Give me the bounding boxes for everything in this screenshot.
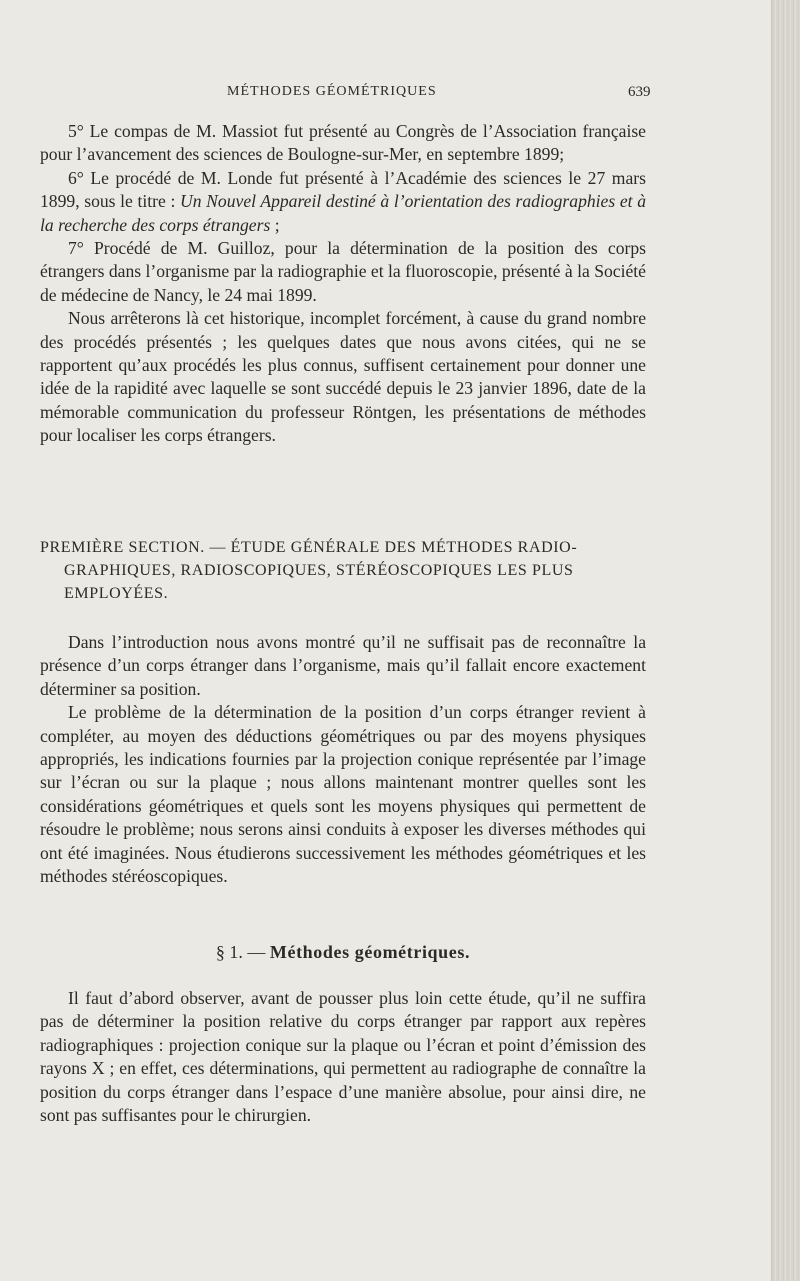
page-number: 639 bbox=[628, 84, 651, 100]
paragraph: 6° Le procédé de M. Londe fut présenté à l’Académie des sciences le 27 mars 1899, sous le titre : Un Nouvel Appareil destiné à l’orientation des radiographies et à la recherche des corps étrangers ; bbox=[40, 167, 646, 235]
paragraph: Le problème de la détermination de la position d’un corps étranger revient à compléter, au moyen des déductions géométriques ou par des moyens physiques appropriés, les indications fournies par la projection conique représentée par l’image sur l’écran ou sur la plaque ; nous allons maintenant montrer quelles sont les considérations géométriques et quels sont les moyens physiques qui permettent de résoudre le problème; nous serons ainsi conduits à exposer les diverses méthodes qui ont été imaginées. Nous étudierons successivement les méthodes géométriques et les méthodes stéréoscopiques. bbox=[40, 702, 646, 887]
italic-title: Un Nouvel Appareil destiné à l’orientation des radiographies et à la recherche des corps étrangers bbox=[40, 191, 646, 235]
body-text-bottom bbox=[40, 987, 646, 1127]
page-header bbox=[0, 84, 772, 106]
paragraph: Nous arrêterons là cet historique, incomplet forcément, à cause du grand nombre des procédés présentés ; les quelques dates que nous avons citées, qui ne se rapportent qu’aux procédés les plus connus, suffisent certainement pour donner une idée de la rapidité avec laquelle se sont succédé depuis le 23 janvier 1896, date de la mémorable communication du professeur Röntgen, les présentations de méthodes pour localiser les corps étrangers. bbox=[40, 308, 646, 446]
section-heading-rest: GRAPHIQUES, RADIOSCOPIQUES, STÉRÉOSCOPIQUES LES PLUS EMPLOYÉES. bbox=[64, 562, 574, 602]
body-text-middle bbox=[40, 631, 646, 888]
paragraph: Il faut d’abord observer, avant de pousser plus loin cette étude, qu’il ne suffira pas de déterminer la position relative du corps étranger par rapport aux repères radiographiques : projection conique sur la plaque ou l’écran et point d’émission des rayons X ; en effet, ces déterminations, qui permettent au radiographe de connaître la position du corps étranger dans l’espace d’une manière absolue, pour ainsi dire, ne sont pas suffisantes pour le chirurgien. bbox=[40, 988, 646, 1126]
body-text-top bbox=[40, 120, 646, 448]
subsection-heading bbox=[0, 942, 686, 963]
paragraph: 5° Le compas de M. Massiot fut présenté au Congrès de l’Association française pour l’avancement des sciences de Boulogne-sur-Mer, en septembre 1899; bbox=[40, 121, 646, 165]
page-edge bbox=[771, 0, 800, 1281]
paragraph: Dans l’introduction nous avons montré qu’il ne suffisait pas de reconnaître la présence d’un corps étranger dans l’organisme, mais qu’il fallait encore exactement déterminer sa position. bbox=[40, 632, 646, 699]
section-heading-line1: PREMIÈRE SECTION. — ÉTUDE GÉNÉRALE DES MÉTHODES RADIO- bbox=[40, 539, 578, 556]
running-title: MÉTHODES GÉOMÉTRIQUES bbox=[227, 84, 437, 99]
subsection-title: Méthodes géométriques. bbox=[269, 942, 471, 962]
subsection-number: § 1. — bbox=[215, 942, 270, 962]
paragraph: 7° Procédé de M. Guilloz, pour la détermination de la position des corps étrangers dans l’organisme par la radiographie et la fluoroscopie, présenté à la Société de médecine de Nancy, le 24 mai 1899. bbox=[40, 238, 646, 305]
section-heading bbox=[40, 536, 646, 605]
